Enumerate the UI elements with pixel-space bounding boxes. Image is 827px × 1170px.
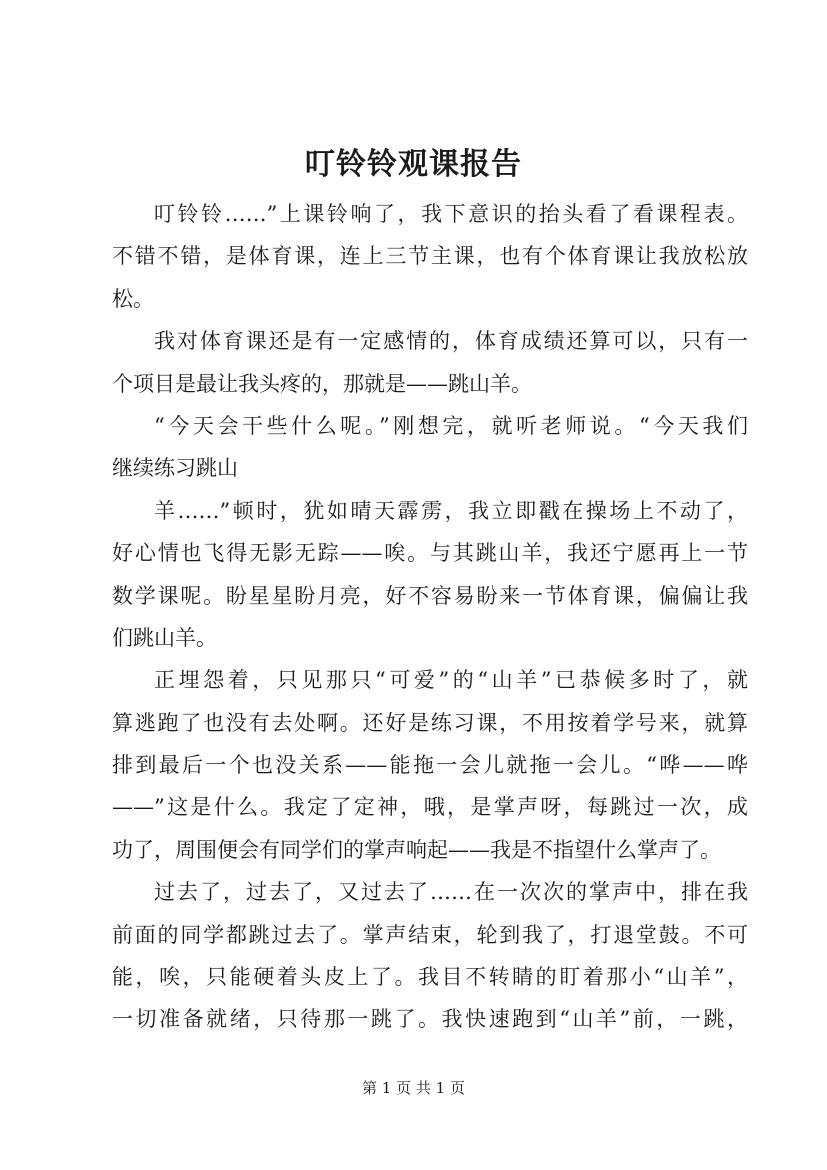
text-line: “今天会干些什么呢。”刚想完，就听老师说。“今天我们 (154, 413, 748, 438)
text-line: 我对体育课还是有一定感情的，体育成绩还算可以，只有一 (154, 329, 748, 354)
text-line: 们跳山羊。 (112, 625, 217, 650)
text-line: 叮铃铃……”上课铃响了，我下意识的抬头看了看课程表。 (154, 202, 748, 226)
text-line: 一切准备就绪，只待那一跳了。我快速跑到“山羊”前，一跳， (112, 1007, 748, 1032)
text-line: 过去了，过去了，又过去了……在一次次的掌声中，排在我 (154, 880, 748, 905)
text-line: 功了，周围便会有同学们的掌声响起——我是不指望什么掌声了。 (112, 837, 721, 862)
document-body (112, 193, 748, 1041)
text-line: 不错不错，是体育课，连上三节主课，也有个体育课让我放松放 (112, 244, 748, 269)
text-line: 继续练习跳山 (112, 456, 238, 481)
text-line: 松。 (112, 286, 154, 311)
text-line: 好心情也飞得无影无踪——唉。与其跳山羊，我还宁愿再上一节 (112, 541, 748, 566)
page-footer: 第 1 页 共 1 页 (362, 1079, 465, 1097)
text-line: 排到最后一个也没关系——能拖一会儿就拖一会儿。“哗——哗 (112, 753, 748, 778)
text-line: ——”这是什么。我定了定神，哦，是掌声呀，每跳过一次，成 (112, 795, 748, 820)
text-line: 个项目是最让我头疼的，那就是——跳山羊。 (112, 371, 532, 396)
text-line: 前面的同学都跳过去了。掌声结束，轮到我了，打退堂鼓。不可 (112, 922, 748, 947)
text-line: 羊……”顿时，犹如晴天霹雳，我立即戳在操场上不动了， (154, 498, 748, 523)
text-line: 能，唉，只能硬着头皮上了。我目不转睛的盯着那小“山羊”， (112, 965, 748, 990)
text-line: 正埋怨着，只见那只“可爱”的“山羊”已恭候多时了，就 (154, 668, 748, 693)
text-line: 数学课呢。盼星星盼月亮，好不容易盼来一节体育课，偏偏让我 (112, 583, 748, 608)
text-line: 算逃跑了也没有去处啊。还好是练习课，不用按着学号来，就算 (112, 710, 748, 735)
document-title: 叮铃铃观课报告 (305, 147, 522, 182)
